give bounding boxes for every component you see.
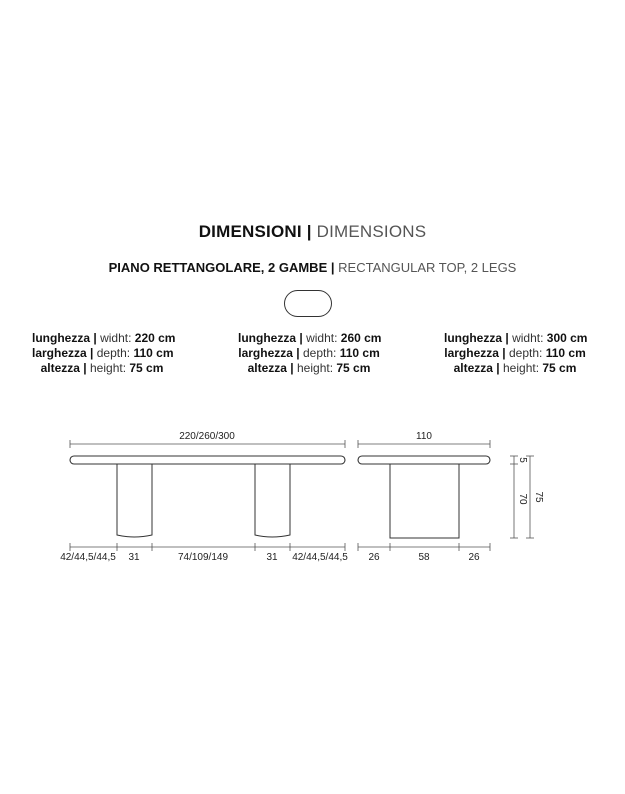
- front-leg-right: [255, 464, 290, 537]
- subtitle-english: RECTANGULAR TOP, 2 LEGS: [338, 260, 517, 275]
- front-leg-left: [117, 464, 152, 537]
- side-leg: [390, 464, 459, 538]
- label-separator: |: [299, 331, 303, 345]
- width-value: 110 cm: [545, 346, 586, 360]
- subtitle-separator: |: [330, 260, 335, 275]
- height-label-en: height:: [503, 361, 540, 375]
- length-label-en: widht:: [100, 331, 132, 345]
- label-separator: |: [90, 346, 94, 360]
- top-thickness-label: 5: [517, 457, 528, 463]
- length-value: 300 cm: [546, 331, 588, 345]
- length-value: 260 cm: [340, 331, 382, 345]
- label-separator: |: [83, 361, 87, 375]
- front-dim-leg-right: 31: [266, 552, 278, 563]
- label-separator: |: [502, 346, 506, 360]
- height-label-it: altezza: [453, 361, 493, 375]
- subtitle-italian: PIANO RETTANGOLARE, 2 GAMBE: [108, 260, 328, 275]
- width-label-it: larghezza: [444, 346, 499, 360]
- label-separator: |: [93, 331, 97, 345]
- length-value: 220 cm: [134, 331, 176, 345]
- width-label-en: depth:: [508, 346, 543, 360]
- front-table-top: [70, 456, 345, 464]
- front-dim-between-legs: 74/109/149: [177, 552, 229, 563]
- front-dim-overhang-right: 42/44,5/44,5: [292, 552, 348, 563]
- front-overall-length-label: 220/260/300: [179, 431, 235, 442]
- side-dim-overhang-right: 26: [468, 552, 480, 563]
- front-dim-leg-left: 31: [128, 552, 140, 563]
- width-label-it: larghezza: [238, 346, 293, 360]
- height-label-it: altezza: [40, 361, 80, 375]
- label-separator: |: [296, 346, 300, 360]
- label-separator: |: [290, 361, 294, 375]
- height-label-en: height:: [297, 361, 334, 375]
- length-label-en: widht:: [306, 331, 338, 345]
- total-height-label: 75: [533, 491, 544, 503]
- title-english: DIMENSIONS: [316, 222, 427, 241]
- height-value: 75 cm: [542, 361, 577, 375]
- length-label-it: lunghezza: [32, 331, 91, 345]
- leg-height-label: 70: [517, 493, 528, 505]
- front-dim-overhang-left: 42/44,5/44,5: [60, 552, 116, 563]
- width-value: 110 cm: [133, 346, 174, 360]
- side-dim-leg: 58: [418, 552, 430, 563]
- height-value: 75 cm: [336, 361, 371, 375]
- width-label-en: depth:: [96, 346, 131, 360]
- width-label-en: depth:: [302, 346, 337, 360]
- width-value: 110 cm: [339, 346, 380, 360]
- length-label-it: lunghezza: [444, 331, 503, 345]
- title-separator: |: [306, 222, 312, 241]
- length-label-it: lunghezza: [238, 331, 297, 345]
- title-italian: DIMENSIONI: [198, 222, 302, 241]
- length-label-en: widht:: [512, 331, 544, 345]
- height-label-en: height:: [90, 361, 127, 375]
- width-label-it: larghezza: [32, 346, 87, 360]
- label-separator: |: [505, 331, 509, 345]
- height-value: 75 cm: [129, 361, 164, 375]
- label-separator: |: [496, 361, 500, 375]
- side-overall-depth-label: 110: [416, 431, 432, 442]
- side-table-top: [358, 456, 490, 464]
- height-label-it: altezza: [247, 361, 287, 375]
- side-dim-overhang-left: 26: [368, 552, 380, 563]
